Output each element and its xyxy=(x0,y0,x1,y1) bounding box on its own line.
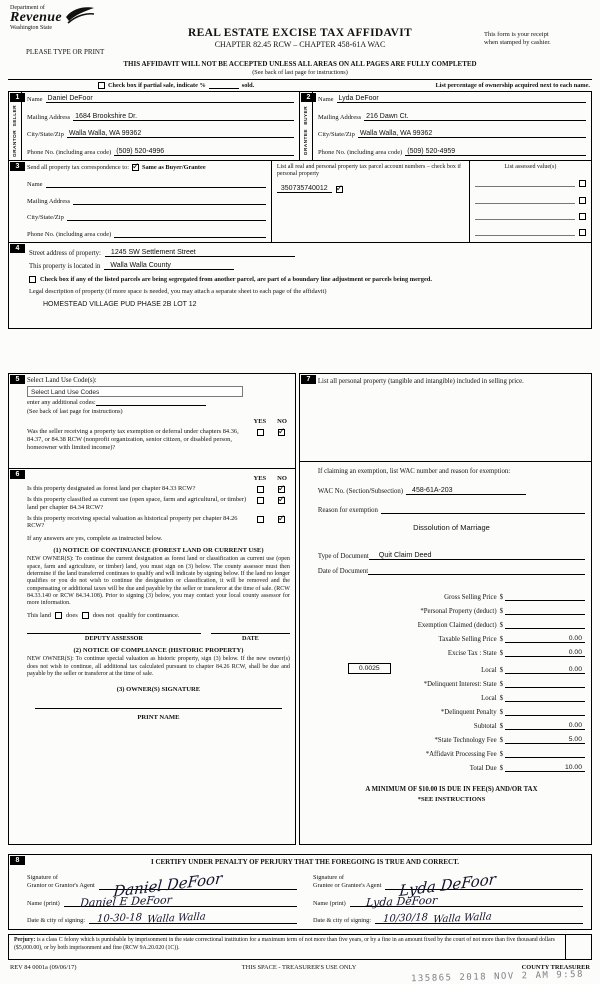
assessed-value-field-4[interactable] xyxy=(475,230,575,236)
grantor-signature-line[interactable] xyxy=(99,868,297,901)
does-label: does xyxy=(65,612,78,620)
doc-type-field[interactable]: Quit Claim Deed xyxy=(369,550,585,560)
dollar-sign: $ xyxy=(499,750,503,758)
exemption-claimed-label: Exemption Claimed (deduct) xyxy=(417,621,497,629)
grantor-name-print: Daniel E DeFoor xyxy=(79,893,173,910)
assessed-values-header: List assessed value(s) xyxy=(504,164,557,170)
grantor-signature-label: Signature of Grantor or Grantor's Agent xyxy=(27,874,95,889)
section-6-badge: 6 xyxy=(10,470,25,479)
delinquent-penalty-field[interactable] xyxy=(505,708,585,716)
grantee-date-city-line[interactable] xyxy=(375,913,583,924)
assessed-value-field-3[interactable] xyxy=(475,214,575,220)
doc-type-label: Type of Document xyxy=(317,552,369,560)
logo-dept-line: Department of xyxy=(10,5,45,11)
county-treasurer-label: COUNTY TREASURER xyxy=(521,964,590,971)
doc-date-row xyxy=(318,567,585,575)
grantee-name-print-line[interactable] xyxy=(350,893,583,909)
notice-continuance-title: (1) NOTICE OF CONTINUANCE (FOREST LAND OR CURRENT USE) xyxy=(53,547,264,555)
certify-statement: I CERTIFY UNDER PENALTY OF PERJURY THAT THE FOREGOING IS TRUE AND CORRECT. xyxy=(150,858,459,866)
correspondence-name-field[interactable] xyxy=(46,180,266,188)
subtotal-label: Subtotal xyxy=(473,722,497,730)
grantor-date: 10-30-18 xyxy=(96,911,143,925)
partial-sale-label: Check box if partial sale, indicate % xyxy=(108,82,206,89)
excise-tax-state-label: Excise Tax : State xyxy=(447,649,497,657)
same-as-buyer-checkbox[interactable] xyxy=(132,164,139,171)
deputy-assessor-date-line[interactable]: DATE xyxy=(211,633,290,642)
land-classification-section xyxy=(8,469,296,845)
historic-yes-checkbox[interactable] xyxy=(257,516,264,523)
buyer-fields xyxy=(313,92,591,160)
assessed-values-column xyxy=(469,161,591,242)
subtotal-field[interactable]: 0.00 xyxy=(505,722,585,730)
segregated-parcels-checkbox[interactable] xyxy=(29,276,36,283)
current-use-question-row xyxy=(27,496,290,512)
grantee-signature: Lyda DeFoor xyxy=(399,869,498,900)
treasurer-stamp-box xyxy=(565,935,591,959)
property-location-section xyxy=(8,243,592,329)
logo-swoosh-icon xyxy=(65,5,95,25)
ownership-percent-note: List percentage of ownership acquired next to each name. xyxy=(435,82,590,89)
grantor-date-city-line[interactable] xyxy=(89,913,297,924)
historic-no-checkbox[interactable] xyxy=(278,516,285,523)
land-use-select-label: Select Land Use Code(s): xyxy=(27,377,97,384)
dollar-sign: $ xyxy=(499,607,503,615)
buyer-phone-field[interactable]: (509) 520-4959 xyxy=(405,148,586,156)
dor-logo xyxy=(10,5,95,31)
form-header xyxy=(8,5,592,57)
footer-row xyxy=(8,964,592,971)
parcel-numbers-header: List all real and personal property tax parcel account numbers – check box if personal property xyxy=(276,164,461,178)
buyer-name-label: Name xyxy=(318,96,334,103)
send-correspondence-label: Send all property tax correspondence to: xyxy=(27,164,129,171)
partial-sale-left xyxy=(98,82,254,89)
partial-percent-field[interactable] xyxy=(209,82,239,89)
exemption-no-checkbox[interactable] xyxy=(278,429,285,436)
personal-property-tax-section xyxy=(299,373,592,845)
grantee-signature-label: Signature of Grantee or Grantee's Agent xyxy=(313,874,382,889)
dollar-sign: $ xyxy=(499,593,503,601)
minimum-fee-note: A MINIMUM OF $10.00 IS DUE IN FEE(S) AND/OR TAX xyxy=(365,785,538,793)
dollar-sign: $ xyxy=(499,722,503,730)
deputy-assessor-signature-line[interactable]: DEPUTY ASSESSOR xyxy=(27,633,201,642)
section5-yes-no-header xyxy=(27,418,290,425)
doc-date-field[interactable] xyxy=(368,567,585,575)
claiming-exemption-note: If claiming an exemption, list WAC number and reason for exemption: xyxy=(300,461,591,475)
assessed-checkbox-2[interactable] xyxy=(579,197,586,204)
logo-revenue: Revenue xyxy=(10,10,62,25)
dollar-sign: $ xyxy=(499,666,503,674)
see-instructions-note: *SEE INSTRUCTIONS xyxy=(417,795,486,803)
correspondence-address-field[interactable] xyxy=(73,197,266,205)
qualify-label: qualify for continuance. xyxy=(118,612,180,620)
dollar-sign: $ xyxy=(499,764,503,772)
certification-section xyxy=(8,854,592,930)
buyer-address-label: Mailing Address xyxy=(318,113,362,121)
yes-header: YES xyxy=(253,475,267,482)
segregated-parcels-label: Check box if any of the listed parcels are being segregated from another parcel, are part of a boundary line adjustment or parcels being merged. xyxy=(40,276,432,283)
grantor-signature: Daniel DeFoor xyxy=(112,868,223,901)
buyer-city-field[interactable]: Walla Walla, WA 99362 xyxy=(358,130,586,138)
does-not-label: does not xyxy=(92,612,115,620)
located-in-label: This property is located in xyxy=(29,263,101,270)
land-use-select[interactable]: Select Land Use Codes xyxy=(27,386,243,397)
historic-property-question-row xyxy=(27,515,290,531)
reason-row xyxy=(318,506,585,514)
gross-selling-price-field[interactable] xyxy=(505,593,585,601)
section-1-badge: 1 xyxy=(10,93,25,102)
state-technology-fee-label: *State Technology Fee xyxy=(434,736,497,744)
excise-tax-computation xyxy=(318,587,585,772)
current-use-question: Is this property classified as current use (open space, farm and agricultural, or timber) land per chapter 84.34 RCW? xyxy=(27,496,247,511)
assessed-checkbox-3[interactable] xyxy=(579,213,586,220)
assessed-value-field-1[interactable] xyxy=(475,181,575,187)
wac-number-field[interactable]: 458-61A-203 xyxy=(406,487,526,495)
taxable-selling-price-label: Taxable Selling Price xyxy=(438,635,497,643)
dor-logo-text xyxy=(10,5,62,31)
forest-yes-checkbox[interactable] xyxy=(257,486,264,493)
grantor-name-print-label: Name (print) xyxy=(27,899,60,907)
no-header: NO xyxy=(277,475,287,482)
buyer-name-field[interactable]: Lyda DeFoor xyxy=(337,95,586,103)
grantor-city: Walla Walla xyxy=(146,911,207,926)
left-column xyxy=(8,373,296,845)
exemption-yes-checkbox[interactable] xyxy=(257,429,264,436)
tax-exemption-question-row xyxy=(27,428,290,451)
partial-sold-label: sold. xyxy=(241,82,255,89)
seller-name-field[interactable]: Daniel DeFoor xyxy=(46,95,294,103)
dollar-sign: $ xyxy=(499,736,503,744)
personal-property-header: List all personal property (tangible and intangible) included in selling price. xyxy=(317,378,524,385)
affidavit-processing-fee-field[interactable] xyxy=(505,750,585,758)
grantee-signature-line[interactable] xyxy=(385,869,583,900)
delinquent-penalty-label: *Delinquent Penalty xyxy=(440,708,497,716)
parties-row xyxy=(8,91,592,161)
partial-sale-checkbox[interactable] xyxy=(98,82,105,89)
delinquent-interest-local-label: Local xyxy=(481,694,497,702)
reason-value[interactable]: Dissolution of Marriage xyxy=(413,522,490,532)
dollar-sign: $ xyxy=(499,621,503,629)
seller-address-label: Mailing Address xyxy=(27,113,71,121)
buyer-side-label xyxy=(300,92,313,160)
seller-side-top: SELLER xyxy=(12,105,18,127)
logo-state-line: Washington State xyxy=(10,25,53,31)
notice-continuance-text: NEW OWNER(S): To continue the current designation as forest land or classification as current use (open space, farm and agriculture, or timber) land, you must sign on (3) below. The county assessor must then determine if the land transferred continues to qualify and will indicate by signing below. If the land no longer qualifies or you do not wish to continue the designation or classification, it will be removed and the compensating or additional taxes will be due and payable by the seller or transferor at the time of sale. (RCW 84.33.140 or RCW 84.34.108). Prior to signing (3) below, you may contact your local county assessor for more information. xyxy=(27,556,290,607)
local-rate-box: 0.0025 xyxy=(348,663,391,674)
additional-codes-field[interactable] xyxy=(96,399,206,406)
seller-city-label: City/State/Zip xyxy=(27,131,64,139)
buyer-side-bottom: GRANTEE xyxy=(303,129,309,156)
seller-name-label: Name xyxy=(27,96,43,103)
doc-type-row xyxy=(318,550,585,560)
section-5-badge: 5 xyxy=(10,375,25,384)
personal-property-deduct-label: *Personal Property (deduct) xyxy=(420,607,497,615)
forest-land-question: Is this property designated as forest land per chapter 84.33 RCW? xyxy=(27,485,196,492)
forest-land-question-row xyxy=(27,485,290,493)
excise-tax-local-label: Local xyxy=(481,666,497,674)
grantee-signature-block xyxy=(313,868,583,924)
correspondence-phone-label: Phone No. (including area code) xyxy=(27,231,112,238)
total-due-field[interactable]: 10.00 xyxy=(505,764,585,772)
section6-yes-no-header xyxy=(27,475,290,482)
parcel-personal-property-checkbox[interactable] xyxy=(336,186,343,193)
section-2-badge: 2 xyxy=(301,93,316,102)
no-header: NO xyxy=(277,418,287,425)
see-back-note: (See back of last page for instructions) xyxy=(252,69,348,76)
if-yes-note: If any answers are yes, complete as instructed below. xyxy=(27,535,163,543)
please-type-note: PLEASE TYPE OR PRINT xyxy=(26,48,105,56)
form-chapter: CHAPTER 82.45 RCW – CHAPTER 458-61A WAC xyxy=(214,40,386,49)
correspondence-city-label: City/State/Zip xyxy=(27,214,64,222)
main-columns xyxy=(8,373,592,845)
perjury-notice xyxy=(8,934,592,960)
seller-side-bottom: GRANTOR xyxy=(12,129,18,157)
located-county-field[interactable]: Walla Walla County xyxy=(104,262,234,270)
exemption-claimed-field[interactable] xyxy=(505,621,585,629)
current-use-no-checkbox[interactable] xyxy=(278,497,285,504)
continuance-qualify-row xyxy=(27,612,290,619)
taxable-selling-price-field[interactable]: 0.00 xyxy=(505,635,585,643)
section-7-badge: 7 xyxy=(301,375,316,384)
dollar-sign: $ xyxy=(499,708,503,716)
correspondence-city-field[interactable] xyxy=(67,213,266,221)
warning-note: THIS AFFIDAVIT WILL NOT BE ACCEPTED UNLESS ALL AREAS ON ALL PAGES ARE FULLY COMPLETED xyxy=(123,60,477,68)
grantor-name-print-line[interactable] xyxy=(64,893,297,910)
form-title: REAL ESTATE EXCISE TAX AFFIDAVIT xyxy=(188,27,412,39)
street-address-field[interactable]: 1245 SW Settlement Street xyxy=(105,249,295,257)
assessed-checkbox-1[interactable] xyxy=(579,180,586,187)
section-8-badge: 8 xyxy=(10,856,25,865)
correspondence-column xyxy=(9,161,271,242)
rev-form-number: REV 84 0001a (09/06/17) xyxy=(10,964,77,971)
notice-compliance-title: (2) NOTICE OF COMPLIANCE (HISTORIC PROPERTY) xyxy=(73,647,244,655)
seller-phone-label: Phone No. (including area code) xyxy=(27,148,112,156)
this-land-label: This land xyxy=(27,612,51,620)
dollar-sign: $ xyxy=(499,680,503,688)
dollar-sign: $ xyxy=(499,694,503,702)
dollar-sign: $ xyxy=(499,649,503,657)
seller-address-field[interactable]: 1684 Brookshire Dr. xyxy=(73,113,294,121)
seller-section xyxy=(8,91,300,161)
excise-tax-local-field[interactable]: 0.00 xyxy=(505,666,585,674)
buyer-city-label: City/State/Zip xyxy=(318,131,355,139)
wac-row xyxy=(318,487,585,495)
historic-property-question: Is this property receiving special valuation as historical property per chapter 84.26 RCW? xyxy=(27,514,238,530)
partial-sale-row xyxy=(8,79,592,91)
tax-exemption-question: Was the seller receiving a property tax exemption or deferral under chapters 84.36, 84.37, or 84.38 RCW (nonprofit organization, senior citizen, or disabled person, homeowner with limited income)? xyxy=(27,428,239,451)
buyer-side-top: BUYER xyxy=(303,106,309,126)
seller-city-field[interactable]: Walla Walla, WA 99362 xyxy=(67,130,294,138)
doc-date-label: Date of Document xyxy=(317,567,369,575)
buyer-section xyxy=(300,91,592,161)
deputy-assessor-row xyxy=(27,633,290,642)
delinquent-interest-state-field[interactable] xyxy=(505,680,585,688)
grantor-date-city-label: Date & city of signing: xyxy=(27,916,86,924)
buyer-phone-label: Phone No. (including area code) xyxy=(318,148,403,156)
gross-selling-price-label: Gross Selling Price xyxy=(444,593,497,601)
perjury-text: Perjury: is a class C felony which is punishable by imprisonment in the state correctional institution for a maximum term of not more than five years, or by a fine in an amount fixed by the court of not more than five thousand dollars ($5,000.00), or by both imprisonment and fine (RCW 9A.20.020 (1C)). xyxy=(14,937,555,951)
assessed-checkbox-4[interactable] xyxy=(579,229,586,236)
same-as-buyer-label: Same as Buyer/Grantee xyxy=(141,164,206,171)
land-use-section xyxy=(8,373,296,469)
forest-no-checkbox[interactable] xyxy=(278,486,285,493)
excise-tax-state-field[interactable]: 0.00 xyxy=(505,649,585,657)
additional-codes-label: enter any additional codes: xyxy=(27,399,96,406)
cashier-receipt-stamp: 135865 2018 NOV 2 AM 9:58 xyxy=(410,969,585,984)
grantee-date: 10/30/18 xyxy=(382,911,429,925)
tax-correspondence-section xyxy=(8,161,592,243)
seller-phone-field[interactable]: (509) 520-4996 xyxy=(114,148,294,156)
seller-fields xyxy=(22,92,299,160)
parcel-number-field[interactable]: 350735740012 xyxy=(277,185,332,193)
receipt-note xyxy=(484,31,590,48)
personal-property-deduct-field[interactable] xyxy=(505,607,585,615)
legal-description-value[interactable]: HOMESTEAD VILLAGE PUD PHASE 2B LOT 12 xyxy=(43,301,197,308)
current-use-yes-checkbox[interactable] xyxy=(257,497,264,504)
affidavit-processing-fee-label: *Affidavit Processing Fee xyxy=(425,750,497,758)
total-due-label: Total Due xyxy=(469,764,497,772)
street-address-label: Street address of property: xyxy=(29,250,101,257)
correspondence-name-label: Name xyxy=(27,180,43,188)
owner-signature-line[interactable] xyxy=(35,693,282,709)
grantee-name-print: Lyda DeFoor xyxy=(365,893,438,909)
treasurer-use-note: THIS SPACE - TREASURER'S USE ONLY xyxy=(241,964,357,971)
dollar-sign: $ xyxy=(499,635,503,643)
buyer-address-field[interactable]: 216 Dawn Ct. xyxy=(364,113,586,121)
perjury-label: Perjury: xyxy=(14,937,36,943)
grantee-city: Walla Walla xyxy=(432,911,493,926)
receipt-note-line2: when stamped by cashier. xyxy=(484,39,551,47)
state-technology-fee-field[interactable]: 5.00 xyxy=(505,736,585,744)
correspondence-phone-field[interactable] xyxy=(114,230,266,238)
section-4-badge: 4 xyxy=(10,244,25,253)
grantee-date-city-label: Date & city of signing: xyxy=(313,916,372,924)
delinquent-interest-local-field[interactable] xyxy=(505,694,585,702)
legal-description-label: Legal description of property (if more space is needed, you may attach a separate sheet to each page of the affidavit) xyxy=(29,288,327,295)
section-3-badge: 3 xyxy=(10,162,25,171)
delinquent-interest-state-label: *Delinquent Interest: State xyxy=(423,680,497,688)
section5-see-back-note: (See back of last page for instructions) xyxy=(27,408,123,415)
grantor-signature-block xyxy=(27,868,297,924)
land-does-not-checkbox[interactable] xyxy=(82,612,89,619)
receipt-note-line1: This form is your receipt xyxy=(484,31,549,38)
print-name-label: PRINT NAME xyxy=(137,714,180,722)
reason-field[interactable] xyxy=(381,506,585,514)
land-does-checkbox[interactable] xyxy=(55,612,62,619)
parcel-numbers-column xyxy=(271,161,469,242)
correspondence-address-label: Mailing Address xyxy=(27,197,71,205)
seller-side-label xyxy=(9,92,22,160)
reason-label: Reason for exemption xyxy=(317,506,378,514)
yes-header: YES xyxy=(253,418,267,425)
notice-compliance-text: NEW OWNER(S): To continue special valuation as historic property, sign (3) below. If the new owner(s) does not wish to continue, all additional tax calculated pursuant to chapter 84.26 RCW, shall be due and payable by the seller or transferor at the time of sale. xyxy=(27,656,290,678)
wac-label: WAC No. (Section/Subsection) xyxy=(317,487,404,495)
assessed-value-field-2[interactable] xyxy=(475,198,575,204)
grantee-name-print-label: Name (print) xyxy=(313,899,346,907)
owners-signature-title: (3) OWNER(S) SIGNATURE xyxy=(116,686,201,694)
